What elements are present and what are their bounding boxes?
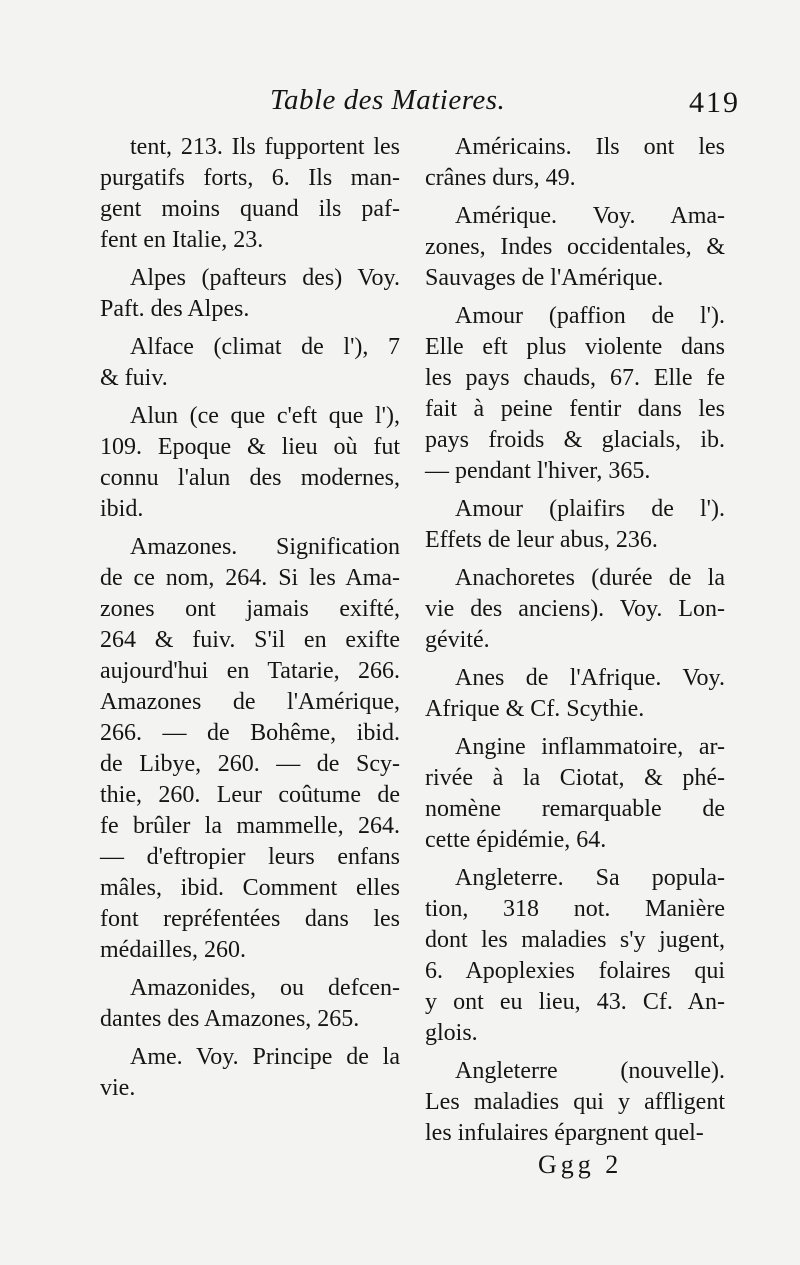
- index-entry: [100, 401, 400, 525]
- index-entry: [425, 301, 725, 487]
- index-entry: [425, 863, 725, 1049]
- index-entry: [425, 563, 725, 656]
- entry-line: Amour (plaifirs de l').: [455, 496, 725, 522]
- entry-line: Alun (ce que c'eft que l'),: [130, 403, 400, 429]
- entry-line: cette épidémie, 64.: [425, 827, 607, 853]
- entry-line: 266. — de Bohême, ibid.: [100, 720, 400, 746]
- entry-line: de Libye, 260. — de Scy-: [100, 751, 400, 777]
- index-entry: [100, 132, 400, 256]
- index-entry: [425, 1056, 725, 1149]
- entry-line: rivée à la Ciotat, & phé-: [425, 765, 725, 791]
- entry-line: — d'eftropier leurs enfans: [100, 844, 400, 870]
- entry-line: 6. Apoplexies folaires qui: [425, 958, 725, 984]
- entry-line: Angleterre. Sa popula-: [455, 865, 725, 891]
- entry-line: zones ont jamais exifté,: [100, 596, 400, 622]
- entry-line: 264 & fuiv. S'il en exifte: [100, 627, 400, 653]
- entry-line: Ame. Voy. Principe de la: [130, 1044, 400, 1070]
- index-entry: [100, 332, 400, 394]
- entry-line: Amazones de l'Amérique,: [100, 689, 400, 715]
- entry-line: thie, 260. Leur coûtume de: [100, 782, 400, 808]
- entry-line: fe brûler la mammelle, 264.: [100, 813, 400, 839]
- entry-line: Elle eft plus violente dans: [425, 334, 725, 360]
- index-entry: [425, 663, 725, 725]
- entry-line: pays froids & glacials, ib.: [425, 427, 725, 453]
- index-entry: [100, 973, 400, 1035]
- entry-line: Afrique & Cf. Scythie.: [425, 696, 645, 722]
- entry-line: Amour (paffion de l').: [455, 303, 725, 329]
- running-title: Table des Matieres.: [270, 84, 506, 116]
- entry-line: nomène remarquable de: [425, 796, 725, 822]
- entry-line: connu l'alun des modernes,: [100, 465, 400, 491]
- entry-line: — pendant l'hiver, 365.: [425, 458, 651, 484]
- entry-line: mâles, ibid. Comment elles: [100, 875, 400, 901]
- entry-line: Amazonides, ou defcen-: [130, 975, 400, 1001]
- page-number: 419: [689, 86, 740, 119]
- entry-line: fent en Italie, 23.: [100, 227, 264, 253]
- entry-line: Angleterre (nouvelle).: [455, 1058, 725, 1084]
- index-column-right: [425, 132, 725, 1156]
- entry-line: crânes durs, 49.: [425, 165, 576, 191]
- entry-line: tent, 213. Ils fupportent les: [130, 134, 400, 160]
- index-entry: [425, 201, 725, 294]
- entry-line: Angine inflammatoire, ar-: [455, 734, 725, 760]
- entry-line: Effets de leur abus, 236.: [425, 527, 658, 553]
- entry-line: Américains. Ils ont les: [455, 134, 725, 160]
- entry-line: Sauvages de l'Amérique.: [425, 265, 664, 291]
- entry-line: & fuiv.: [100, 365, 168, 391]
- signature-mark: Ggg 2: [538, 1150, 623, 1179]
- index-entry: [425, 732, 725, 856]
- entry-line: font repréfentées dans les: [100, 906, 400, 932]
- entry-line: dont les maladies s'y jugent,: [425, 927, 725, 953]
- index-entry: [425, 132, 725, 194]
- page-header: [100, 78, 740, 128]
- entry-line: gévité.: [425, 627, 490, 653]
- entry-line: zones, Indes occidentales, &: [425, 234, 725, 260]
- entry-line: dantes des Amazones, 265.: [100, 1006, 360, 1032]
- entry-line: tion, 318 not. Manière: [425, 896, 725, 922]
- entry-line: Paft. des Alpes.: [100, 296, 250, 322]
- entry-line: les infulaires épargnent quel-: [425, 1120, 704, 1146]
- index-entry: [100, 263, 400, 325]
- entry-line: vie.: [100, 1075, 136, 1101]
- entry-line: Alpes (pafteurs des) Voy.: [130, 265, 400, 291]
- index-entry: [100, 532, 400, 966]
- entry-line: Amérique. Voy. Ama-: [455, 203, 725, 229]
- index-entry: [100, 1042, 400, 1104]
- entry-line: Anachoretes (durée de la: [455, 565, 725, 591]
- entry-line: glois.: [425, 1020, 478, 1046]
- entry-line: médailles, 260.: [100, 937, 246, 963]
- entry-line: y ont eu lieu, 43. Cf. An-: [425, 989, 725, 1015]
- index-entry: [425, 494, 725, 556]
- entry-line: Anes de l'Afrique. Voy.: [455, 665, 725, 691]
- entry-line: gent moins quand ils paf-: [100, 196, 400, 222]
- entry-line: aujourd'hui en Tatarie, 266.: [100, 658, 400, 684]
- entry-line: ibid.: [100, 496, 144, 522]
- entry-line: Les maladies qui y affligent: [425, 1089, 725, 1115]
- index-column-left: [100, 132, 400, 1111]
- entry-line: Amazones. Signification: [130, 534, 400, 560]
- entry-line: de ce nom, 264. Si les Ama-: [100, 565, 400, 591]
- entry-line: vie des anciens). Voy. Lon-: [425, 596, 725, 622]
- entry-line: fait à peine fentir dans les: [425, 396, 725, 422]
- entry-line: purgatifs forts, 6. Ils man-: [100, 165, 400, 191]
- entry-line: 109. Epoque & lieu où fut: [100, 434, 400, 460]
- entry-line: les pays chauds, 67. Elle fe: [425, 365, 725, 391]
- entry-line: Alface (climat de l'), 7: [130, 334, 400, 360]
